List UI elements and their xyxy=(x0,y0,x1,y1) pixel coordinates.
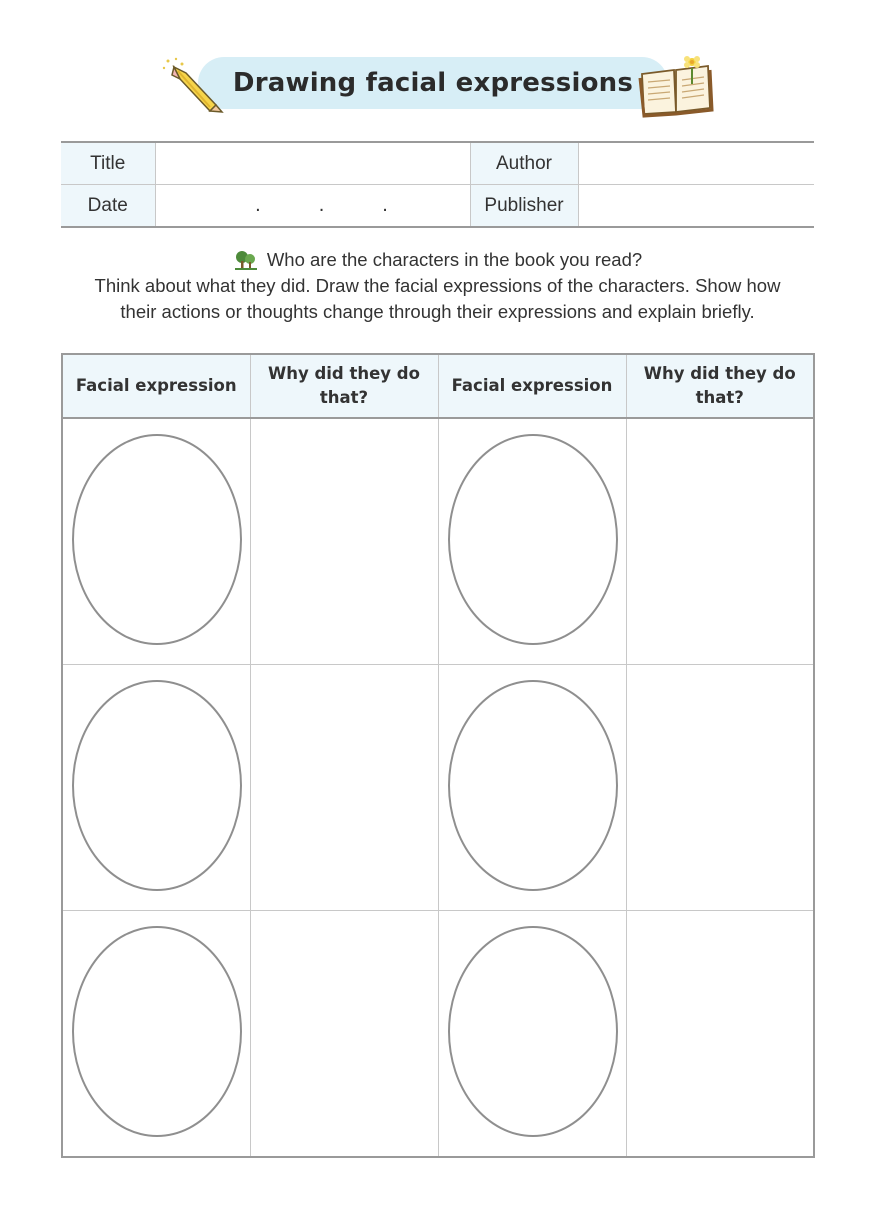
face-oval xyxy=(448,434,618,645)
publisher-label: Publisher xyxy=(470,185,578,228)
date-label: Date xyxy=(61,185,155,228)
date-field[interactable] xyxy=(155,185,470,228)
title-field[interactable] xyxy=(155,142,470,185)
face-drawing-cell[interactable] xyxy=(438,911,626,1158)
reason-cell[interactable] xyxy=(250,665,438,911)
face-oval xyxy=(448,680,618,891)
pencil-icon xyxy=(160,55,232,115)
page-title: Drawing facial expressions xyxy=(232,68,634,98)
publisher-field[interactable] xyxy=(578,185,814,228)
face-drawing-cell[interactable] xyxy=(438,418,626,665)
column-header-why: Why did they do that? xyxy=(250,354,438,418)
reason-cell[interactable] xyxy=(626,911,814,1158)
table-row xyxy=(62,911,814,1158)
title-label: Title xyxy=(61,142,155,185)
date-separator: . xyxy=(382,194,388,216)
face-oval xyxy=(72,680,242,891)
expression-table xyxy=(61,353,815,1158)
face-oval xyxy=(72,434,242,645)
face-oval xyxy=(448,926,618,1137)
column-header-facial-expression: Facial expression xyxy=(62,354,250,418)
author-field[interactable] xyxy=(578,142,814,185)
reason-cell[interactable] xyxy=(626,665,814,911)
tree-icon xyxy=(233,249,259,271)
table-row xyxy=(62,665,814,911)
face-drawing-cell[interactable] xyxy=(62,665,250,911)
face-oval xyxy=(72,926,242,1137)
reason-cell[interactable] xyxy=(626,418,814,665)
face-drawing-cell[interactable] xyxy=(62,418,250,665)
author-label: Author xyxy=(470,142,578,185)
book-info-table xyxy=(61,141,814,228)
table-row xyxy=(62,418,814,665)
date-separator: . xyxy=(255,194,261,216)
column-header-why: Why did they do that? xyxy=(626,354,814,418)
instruction-line: their actions or thoughts change through their expressions and explain briefly. xyxy=(120,301,755,322)
reason-cell[interactable] xyxy=(250,418,438,665)
column-header-facial-expression: Facial expression xyxy=(438,354,626,418)
instruction-question: Who are the characters in the book you read? xyxy=(266,249,643,270)
instruction-line: Think about what they did. Draw the facial expressions of the characters. Show how xyxy=(94,275,781,296)
date-separator: . xyxy=(318,194,325,216)
reason-cell[interactable] xyxy=(250,911,438,1158)
open-book-icon xyxy=(636,54,716,118)
face-drawing-cell[interactable] xyxy=(438,665,626,911)
face-drawing-cell[interactable] xyxy=(62,911,250,1158)
instructions xyxy=(40,247,835,325)
